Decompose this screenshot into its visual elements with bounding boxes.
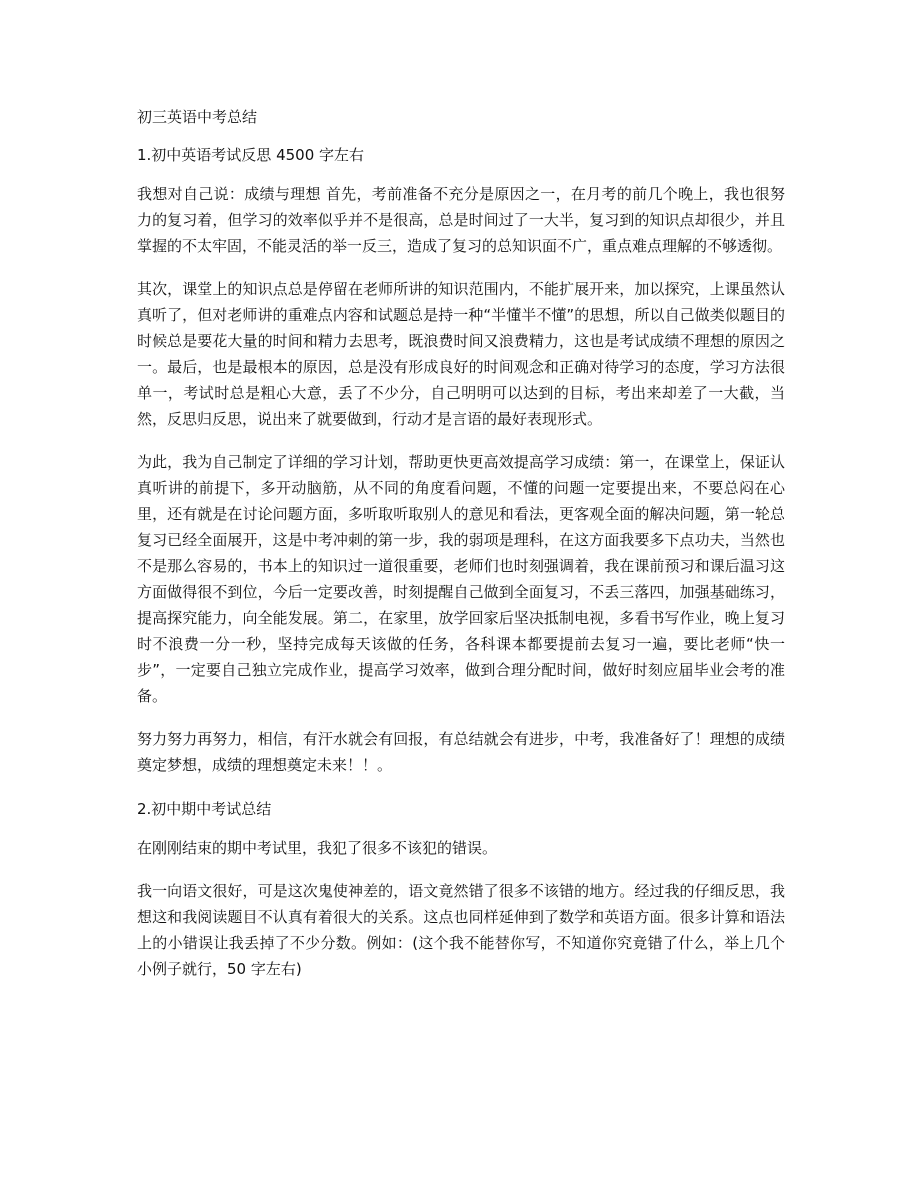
section-2-heading: 2.初中期中考试总结: [137, 800, 272, 818]
section-1-paragraph-2: 其次，课堂上的知识点总是停留在老师所讲的知识范围内，不能扩展开来，加以探究，上课虽然认真听了，但对老师讲的重难点内容和试题总是持一种“半懂半不懂”的思想，所以自己做类似题目的时候总是要花大量的时间和精力去思考，既浪费时间又浪费精力，这也是考试成绩不理想的原因之一。最后，也是最根本的原因，总是没有形成良好的时间观念和正确对待学习的态度，学习方法很单一，考试时总是粗心大意，丢了不少分，自己明明可以达到的目标，考出来却差了一大截，当然，反思归反思，说出来了就要做到，行动才是言语的最好表现形式。: [137, 280, 785, 428]
section-1-heading: 1.初中英语考试反思 4500 字左右: [137, 146, 365, 164]
document-body: [137, 103, 785, 999]
section-2-paragraph-2: 我一向语文很好，可是这次鬼使神差的，语文竟然错了很多不该错的地方。经过我的仔细反思，我想这和我阅读题目不认真有着很大的关系。这点也同样延伸到了数学和英语方面。很多计算和语法上的小错误让我丢掉了不少分数。例如：(这个我不能替你写，不知道你究竟错了什么，举上几个小例子就行，50 字左右): [137, 882, 785, 978]
section-1-paragraph-4: 努力努力再努力，相信，有汗水就会有回报，有总结就会有进步，中考，我准备好了！理想的成绩奠定梦想，成绩的理想奠定未来！！。: [137, 730, 785, 774]
section-1-paragraph-1: 我想对自己说：成绩与理想 首先，考前准备不充分是原因之一，在月考的前几个晚上，我也很努力的复习着，但学习的效率似乎并不是很高，总是时间过了一大半，复习到的知识点却很少，并且掌握的不太牢固，不能灵活的举一反三，造成了复习的总知识面不广，重点难点理解的不够透彻。: [137, 185, 785, 255]
document-title: 初三英语中考总结: [137, 108, 258, 126]
section-1-paragraph-3: 为此，我为自己制定了详细的学习计划，帮助更快更高效提高学习成绩：第一，在课堂上，保证认真听讲的前提下，多开动脑筋，从不同的角度看问题，不懂的问题一定要提出来，不要总闷在心里，还有就是在讨论问题方面，多听取听取别人的意见和看法，更客观全面的解决问题，第一轮总复习已经全面展开，这是中考冲刺的第一步，我的弱项是理科，在这方面我要多下点功夫，当然也不是那么容易的，书本上的知识过一道很重要，老师们也时刻强调着，我在课前预习和课后温习这方面做得很不到位，今后一定要改善，时刻提醒自己做到全面复习，不丢三落四，加强基础练习，提高探究能力，向全能发展。第二，在家里，放学回家后坚决抵制电视，多看书写作业，晚上复习时不浪费一分一秒，坚持完成每天该做的任务，各科课本都要提前去复习一遍，要比老师“快一步”，一定要自己独立完成作业，提高学习效率，做到合理分配时间，做好时刻应届毕业会考的准备。: [137, 453, 785, 705]
section-2-paragraph-1: 在刚刚结束的期中考试里，我犯了很多不该犯的错误。: [137, 839, 498, 857]
